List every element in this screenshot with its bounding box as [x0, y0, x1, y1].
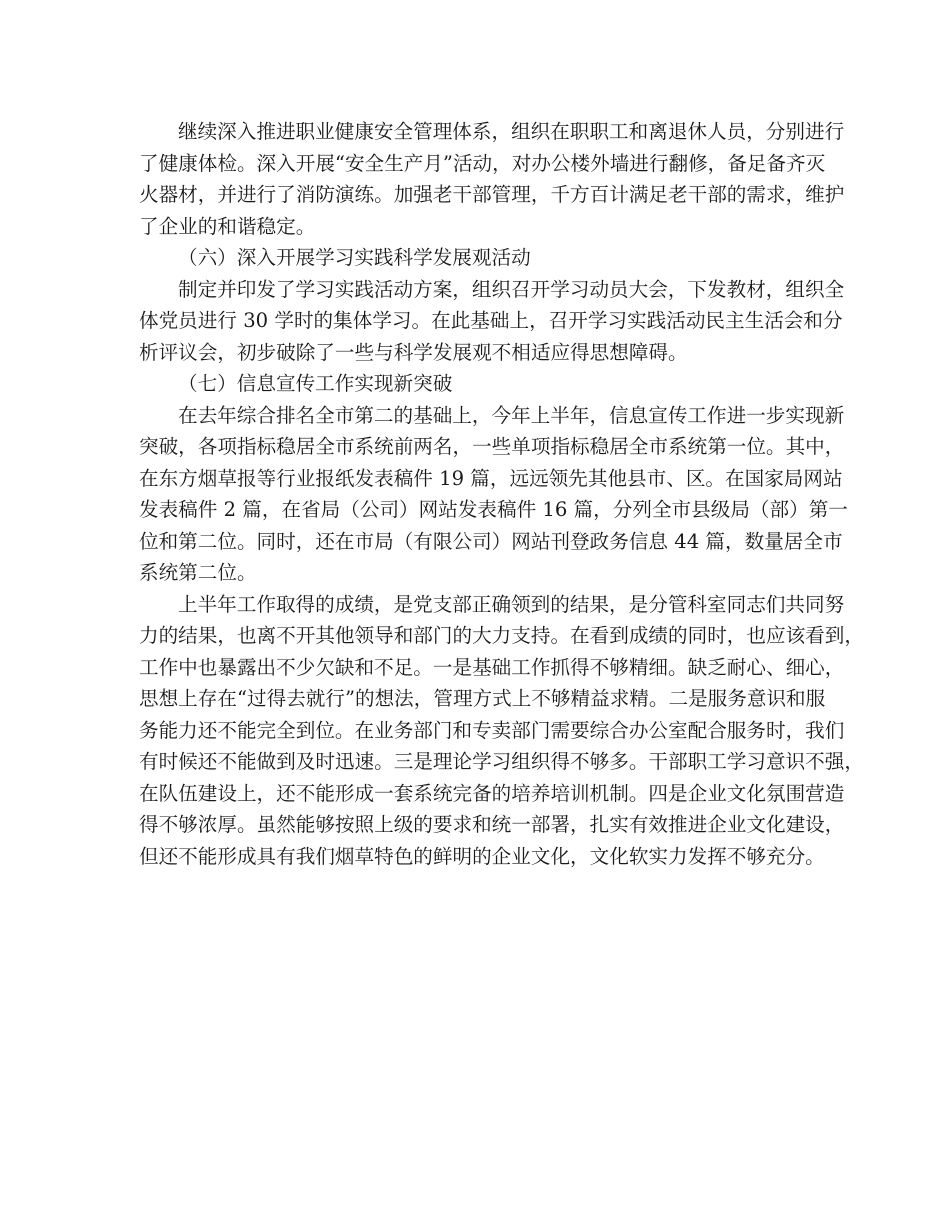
- text-line: 位和第二位。同时，还在市局（有限公司）网站刊登政务信息 44 篇，数量居全市: [139, 529, 843, 553]
- section-heading-seven: [139, 368, 823, 400]
- text-line: 力的结果，也离不开其他领导和部门的大力支持。在看到成绩的同时，也应该看到，: [139, 624, 864, 647]
- text-line: 了企业的和谐稳定。: [139, 214, 316, 238]
- text-line: 继续深入推进职业健康安全管理体系，组织在职职工和离退休人员，分别进行: [178, 120, 845, 143]
- text-line: 在队伍建设上，还不能形成一套系统完备的培养培训机制。四是企业文化氛围营造: [139, 781, 845, 805]
- text-line: 了健康体检。深入开展“安全生产月”活动，对办公楼外墙进行翻修，备足备齐灭: [139, 151, 826, 175]
- heading-text: （六）深入开展学习实践科学发展观活动: [178, 246, 531, 269]
- text-line: 突破，各项指标稳居全市系统前两名，一些单项指标稳居全市系统第一位。其中，: [139, 435, 845, 458]
- paragraph-info-publicity: [139, 400, 848, 589]
- paragraph-study-practice: [139, 274, 845, 369]
- text-line: 思想上存在“过得去就行”的想法，管理方式上不够精益求精。二是服务意识和服: [139, 687, 826, 710]
- heading-text: （七）信息宣传工作实现新突破: [178, 372, 453, 395]
- text-line: 制定并印发了学习实践活动方案，组织召开学习动员大会，下发教材，组织全: [178, 277, 845, 301]
- text-line: 上半年工作取得的成绩，是党支部正确领到的结果，是分管科室同志们共同努: [178, 592, 845, 616]
- paragraph-summary-shortcomings: [139, 589, 864, 873]
- text-line: 体党员进行 30 学时的集体学习。在此基础上，召开学习实践活动民主生活会和分: [139, 309, 843, 332]
- text-line: 务能力还不能完全到位。在业务部门和专卖部门需要综合办公室配合服务时，我们: [139, 718, 845, 742]
- paragraph-health-safety: [139, 116, 845, 242]
- text-line: 在东方烟草报等行业报纸发表稿件 19 篇，远远领先其他县市、区。在国家局网站: [139, 466, 843, 490]
- text-line: 火器材，并进行了消防演练。加强老干部管理，千方百计满足老干部的需求，维护: [139, 183, 845, 206]
- text-line: 在去年综合排名全市第二的基础上，今年上半年，信息宣传工作进一步实现新: [178, 403, 845, 427]
- document-body: [139, 116, 864, 872]
- text-line: 发表稿件 2 篇，在省局（公司）网站发表稿件 16 篇，分列全市县级局（部）第一: [139, 498, 848, 521]
- text-line: 得不够浓厚。虽然能够按照上级的要求和统一部署，扎实有效推进企业文化建设，: [139, 813, 845, 836]
- text-line: 系统第二位。: [139, 561, 257, 584]
- text-line: 析评议会，初步破除了一些与科学发展观不相适应得思想障碍。: [139, 340, 688, 364]
- text-line: 但还不能形成具有我们烟草特色的鲜明的企业文化，文化软实力发挥不够充分。: [139, 844, 825, 868]
- section-heading-six: [139, 242, 823, 274]
- text-line: 有时候还不能做到及时迅速。三是理论学习组织得不够多。干部职工学习意识不强，: [139, 750, 864, 773]
- text-line: 工作中也暴露出不少欠缺和不足。一是基础工作抓得不够精细。缺乏耐心、细心，: [139, 655, 845, 679]
